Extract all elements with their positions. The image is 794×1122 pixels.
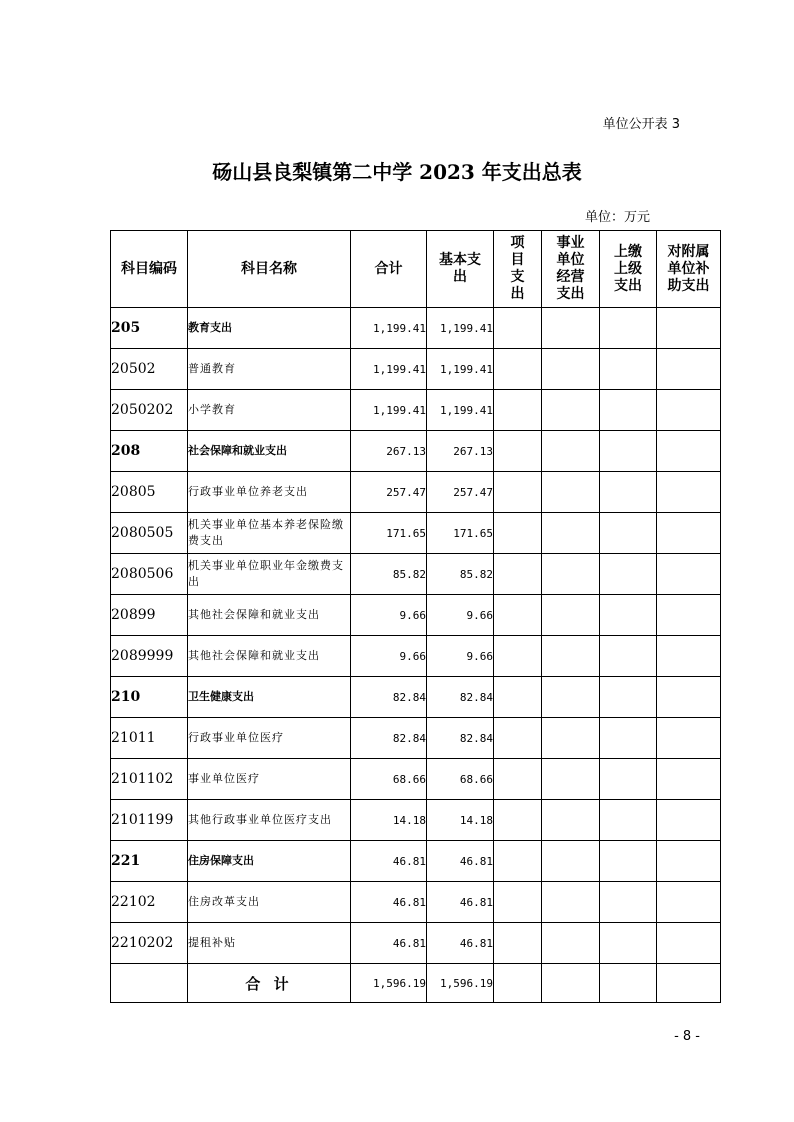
total-label: 合 计 bbox=[188, 964, 351, 1003]
row-total: 1,199.41 bbox=[351, 390, 427, 431]
table-row bbox=[111, 308, 721, 349]
total-code-cell bbox=[111, 964, 188, 1003]
row-project bbox=[494, 636, 542, 677]
row-subsidy bbox=[657, 513, 721, 554]
row-business bbox=[542, 800, 600, 841]
header-project: 项目支出 bbox=[494, 231, 542, 308]
table-row bbox=[111, 923, 721, 964]
row-project bbox=[494, 800, 542, 841]
header-basic: 基本支出 bbox=[427, 231, 494, 308]
row-basic: 46.81 bbox=[427, 923, 494, 964]
row-business bbox=[542, 841, 600, 882]
row-basic: 1,199.41 bbox=[427, 390, 494, 431]
row-code: 2089999 bbox=[111, 636, 188, 677]
total-business bbox=[542, 964, 600, 1003]
header-code: 科目编码 bbox=[111, 231, 188, 308]
row-name: 行政事业单位医疗 bbox=[188, 718, 351, 759]
row-basic: 9.66 bbox=[427, 595, 494, 636]
row-project bbox=[494, 349, 542, 390]
row-project bbox=[494, 882, 542, 923]
row-business bbox=[542, 513, 600, 554]
row-basic: 257.47 bbox=[427, 472, 494, 513]
table-row bbox=[111, 390, 721, 431]
table-body bbox=[111, 308, 721, 1003]
row-business bbox=[542, 677, 600, 718]
row-name: 事业单位医疗 bbox=[188, 759, 351, 800]
row-project bbox=[494, 513, 542, 554]
row-total: 46.81 bbox=[351, 882, 427, 923]
row-project bbox=[494, 718, 542, 759]
row-subsidy bbox=[657, 636, 721, 677]
row-upper bbox=[600, 923, 657, 964]
row-code: 22102 bbox=[111, 882, 188, 923]
row-code: 2080506 bbox=[111, 554, 188, 595]
row-upper bbox=[600, 718, 657, 759]
row-code: 2050202 bbox=[111, 390, 188, 431]
row-upper bbox=[600, 308, 657, 349]
row-business bbox=[542, 718, 600, 759]
table-row bbox=[111, 882, 721, 923]
table-row bbox=[111, 636, 721, 677]
row-subsidy bbox=[657, 759, 721, 800]
row-project bbox=[494, 308, 542, 349]
table-row bbox=[111, 554, 721, 595]
row-code: 208 bbox=[111, 431, 188, 472]
row-subsidy bbox=[657, 800, 721, 841]
header-business: 事业单位经营支出 bbox=[542, 231, 600, 308]
row-business bbox=[542, 349, 600, 390]
table-row bbox=[111, 718, 721, 759]
row-total: 1,199.41 bbox=[351, 308, 427, 349]
row-name: 行政事业单位养老支出 bbox=[188, 472, 351, 513]
row-upper bbox=[600, 677, 657, 718]
row-subsidy bbox=[657, 308, 721, 349]
row-business bbox=[542, 431, 600, 472]
row-total: 82.84 bbox=[351, 718, 427, 759]
row-name: 普通教育 bbox=[188, 349, 351, 390]
row-subsidy bbox=[657, 841, 721, 882]
table-row bbox=[111, 349, 721, 390]
row-business bbox=[542, 636, 600, 677]
row-project bbox=[494, 390, 542, 431]
row-code: 2101199 bbox=[111, 800, 188, 841]
row-business bbox=[542, 759, 600, 800]
row-project bbox=[494, 677, 542, 718]
table-row bbox=[111, 472, 721, 513]
row-name: 教育支出 bbox=[188, 308, 351, 349]
row-basic: 9.66 bbox=[427, 636, 494, 677]
row-basic: 171.65 bbox=[427, 513, 494, 554]
row-upper bbox=[600, 636, 657, 677]
form-number: 单位公开表 3 bbox=[602, 117, 680, 132]
row-business bbox=[542, 595, 600, 636]
row-code: 205 bbox=[111, 308, 188, 349]
row-total: 46.81 bbox=[351, 841, 427, 882]
row-name: 其他行政事业单位医疗支出 bbox=[188, 800, 351, 841]
total-basic: 1,596.19 bbox=[427, 964, 494, 1003]
row-code: 2101102 bbox=[111, 759, 188, 800]
row-upper bbox=[600, 800, 657, 841]
table-row bbox=[111, 800, 721, 841]
row-project bbox=[494, 595, 542, 636]
row-subsidy bbox=[657, 882, 721, 923]
row-total: 46.81 bbox=[351, 923, 427, 964]
row-upper bbox=[600, 390, 657, 431]
row-code: 20899 bbox=[111, 595, 188, 636]
row-basic: 1,199.41 bbox=[427, 308, 494, 349]
row-basic: 82.84 bbox=[427, 718, 494, 759]
row-subsidy bbox=[657, 677, 721, 718]
row-name: 其他社会保障和就业支出 bbox=[188, 636, 351, 677]
row-subsidy bbox=[657, 390, 721, 431]
header-row bbox=[111, 231, 721, 308]
row-total: 68.66 bbox=[351, 759, 427, 800]
row-project bbox=[494, 923, 542, 964]
row-code: 20502 bbox=[111, 349, 188, 390]
total-subsidy bbox=[657, 964, 721, 1003]
row-total: 9.66 bbox=[351, 636, 427, 677]
header-subsidy: 对附属单位补助支出 bbox=[657, 231, 721, 308]
row-upper bbox=[600, 759, 657, 800]
row-total: 85.82 bbox=[351, 554, 427, 595]
row-basic: 68.66 bbox=[427, 759, 494, 800]
expenditure-table bbox=[110, 230, 721, 1003]
table-row bbox=[111, 841, 721, 882]
row-code: 2210202 bbox=[111, 923, 188, 964]
row-subsidy bbox=[657, 472, 721, 513]
row-total: 171.65 bbox=[351, 513, 427, 554]
row-name: 机关事业单位基本养老保险缴费支出 bbox=[188, 513, 351, 554]
row-basic: 267.13 bbox=[427, 431, 494, 472]
row-name: 其他社会保障和就业支出 bbox=[188, 595, 351, 636]
row-subsidy bbox=[657, 349, 721, 390]
row-upper bbox=[600, 513, 657, 554]
row-basic: 82.84 bbox=[427, 677, 494, 718]
header-upper: 上缴上级支出 bbox=[600, 231, 657, 308]
row-code: 221 bbox=[111, 841, 188, 882]
row-basic: 46.81 bbox=[427, 841, 494, 882]
row-upper bbox=[600, 882, 657, 923]
total-upper bbox=[600, 964, 657, 1003]
row-upper bbox=[600, 431, 657, 472]
row-subsidy bbox=[657, 718, 721, 759]
header-total: 合计 bbox=[351, 231, 427, 308]
row-subsidy bbox=[657, 923, 721, 964]
row-business bbox=[542, 882, 600, 923]
row-name: 卫生健康支出 bbox=[188, 677, 351, 718]
row-name: 住房改革支出 bbox=[188, 882, 351, 923]
table-row bbox=[111, 431, 721, 472]
row-total: 1,199.41 bbox=[351, 349, 427, 390]
row-upper bbox=[600, 595, 657, 636]
row-total: 82.84 bbox=[351, 677, 427, 718]
row-name: 小学教育 bbox=[188, 390, 351, 431]
total-total: 1,596.19 bbox=[351, 964, 427, 1003]
row-basic: 14.18 bbox=[427, 800, 494, 841]
row-total: 257.47 bbox=[351, 472, 427, 513]
row-project bbox=[494, 472, 542, 513]
row-subsidy bbox=[657, 595, 721, 636]
row-subsidy bbox=[657, 431, 721, 472]
row-upper bbox=[600, 472, 657, 513]
row-code: 210 bbox=[111, 677, 188, 718]
page-title: 砀山县良梨镇第二中学 2023 年支出总表 bbox=[212, 160, 582, 184]
row-subsidy bbox=[657, 554, 721, 595]
table-row bbox=[111, 677, 721, 718]
row-project bbox=[494, 841, 542, 882]
total-project bbox=[494, 964, 542, 1003]
row-code: 2080505 bbox=[111, 513, 188, 554]
row-project bbox=[494, 554, 542, 595]
header-name: 科目名称 bbox=[188, 231, 351, 308]
row-business bbox=[542, 554, 600, 595]
row-name: 社会保障和就业支出 bbox=[188, 431, 351, 472]
row-total: 14.18 bbox=[351, 800, 427, 841]
row-total: 267.13 bbox=[351, 431, 427, 472]
row-project bbox=[494, 431, 542, 472]
row-basic: 46.81 bbox=[427, 882, 494, 923]
row-upper bbox=[600, 554, 657, 595]
row-basic: 85.82 bbox=[427, 554, 494, 595]
table-row bbox=[111, 595, 721, 636]
row-name: 机关事业单位职业年金缴费支出 bbox=[188, 554, 351, 595]
page-number: - 8 - bbox=[674, 1029, 700, 1044]
table-row bbox=[111, 513, 721, 554]
row-code: 21011 bbox=[111, 718, 188, 759]
row-total: 9.66 bbox=[351, 595, 427, 636]
total-row bbox=[111, 964, 721, 1003]
row-project bbox=[494, 759, 542, 800]
row-upper bbox=[600, 349, 657, 390]
row-name: 住房保障支出 bbox=[188, 841, 351, 882]
unit-label: 单位：万元 bbox=[584, 210, 650, 225]
row-code: 20805 bbox=[111, 472, 188, 513]
row-business bbox=[542, 308, 600, 349]
row-business bbox=[542, 472, 600, 513]
table-row bbox=[111, 759, 721, 800]
row-business bbox=[542, 923, 600, 964]
row-basic: 1,199.41 bbox=[427, 349, 494, 390]
row-name: 提租补贴 bbox=[188, 923, 351, 964]
row-business bbox=[542, 390, 600, 431]
row-upper bbox=[600, 841, 657, 882]
